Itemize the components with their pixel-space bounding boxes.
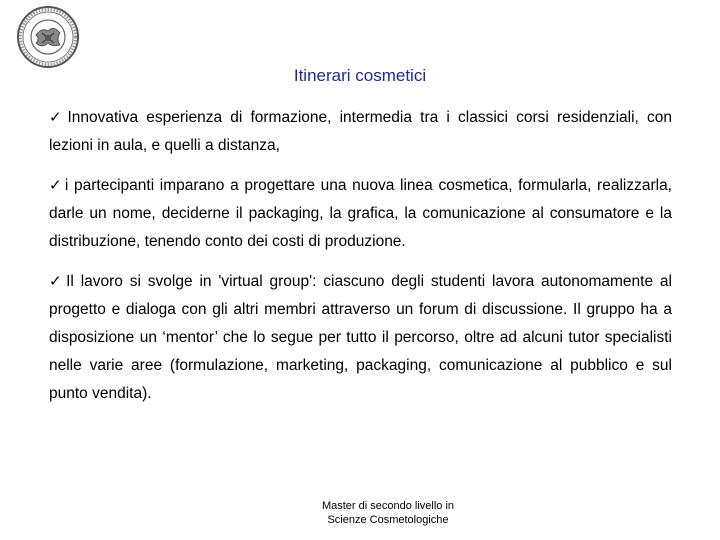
bullet-text: Il lavoro si svolge in 'virtual group': ciascuno degli studenti lavora autonomamente al progetto e dialoga con gli altri membri attraverso un forum di discussione. Il gruppo ha a disposizione un ‘mentor’ che lo segue per tutto il percorso, oltre ad alcuni tutor specialisti nelle varie aree (formulazione, marketing, packaging, comunicazione al pubblico e sul punto vendita). [49,273,672,402]
bullet-list [49,104,672,420]
checkmark-icon: ✓ [49,177,63,194]
bullet-text: i partecipanti imparano a progettare una nuova linea cosmetica, formularla, realizzarla, darle un nome, deciderne il packaging, la grafica, la comunicazione al consumatore e la distribuzione, tenendo conto dei costi di produzione. [49,177,672,250]
bullet-text: Innovativa esperienza di formazione, intermedia tra i classici corsi residenziali, con lezioni in aula, e quelli a distanza, [49,109,672,154]
checkmark-icon: ✓ [49,109,66,126]
bullet-item [49,104,672,160]
footer-line: Master di secondo livello in [321,500,455,512]
slide-title: Itinerari cosmetici [293,66,427,85]
bullet-item [49,172,672,256]
slide-footer [280,499,496,527]
footer-line: Scienze Cosmetologiche [327,514,449,526]
university-seal-logo [16,5,80,69]
checkmark-icon: ✓ [49,273,65,290]
bullet-item [49,268,672,408]
